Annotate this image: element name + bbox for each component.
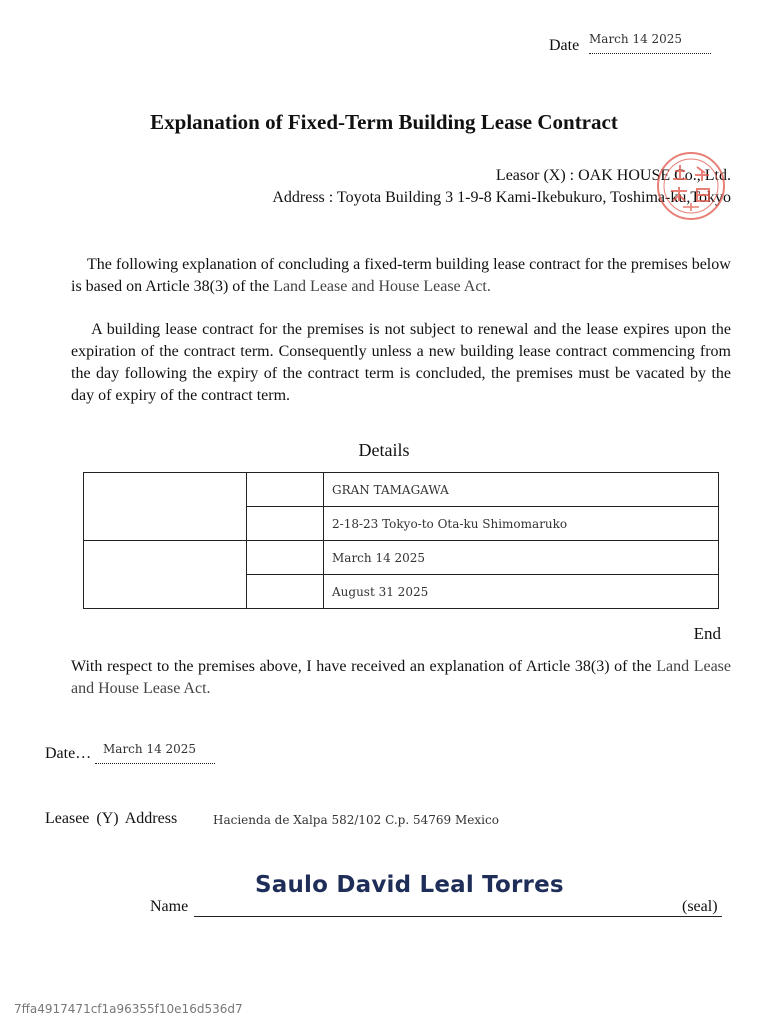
start-date-cell[interactable]: March 14 2025 — [324, 541, 719, 575]
name-signature-line — [194, 916, 722, 917]
details-heading: Details — [358, 440, 410, 460]
start-sub-cell — [247, 541, 324, 575]
table-row — [84, 541, 719, 575]
end-sub-cell — [247, 575, 324, 609]
date-label: Date — [549, 37, 580, 54]
signature[interactable]: Saulo David Leal Torres — [255, 872, 564, 898]
property-name-cell[interactable]: GRAN TAMAGAWA — [324, 473, 719, 507]
document-title: Explanation of Fixed-Term Building Lease Contract — [150, 110, 618, 134]
acknowledgement-text: With respect to the premises above, I have received an explanation of Article 38(3) of the — [71, 658, 652, 675]
explanation-paragraph — [71, 254, 731, 298]
signing-date-field[interactable]: March 14 2025 — [95, 742, 215, 764]
signing-date-label: Date… — [45, 745, 92, 762]
company-seal-icon — [653, 151, 729, 221]
name-label: Name — [150, 898, 189, 915]
property-address-cell[interactable]: 2-18-23 Tokyo-to Ota-ku Shimomaruko — [324, 507, 719, 541]
document-id: 7ffa4917471cf1a96355f10e16d536d7 — [14, 1002, 243, 1016]
address-sub-cell — [247, 507, 324, 541]
leasor-address: Address : Toyota Building 3 1-9-8 Kami-Ikebukuro, Toshima-ku,Tokyo — [272, 189, 731, 206]
premises-label-cell — [84, 473, 247, 541]
name-sub-cell — [247, 473, 324, 507]
act-name: Land Lease and House Lease Act. — [273, 278, 491, 295]
seal-label: (seal) — [682, 898, 718, 915]
leasee-address-field[interactable]: Hacienda de Xalpa 582/102 C.p. 54769 Mexico — [213, 813, 499, 827]
act-name: Land Lease and House Lease Act. — [71, 658, 732, 697]
acknowledgement-paragraph — [71, 656, 731, 700]
non-renewal-text: A building lease contract for the premises is not subject to renewal and the lease expires upon the expiration of the contract term. Consequently unless a new building lease contract commencing from the day following the expiry of the contract term is concluded, the premises must be vacated by the day of expiry of the contract term. — [71, 321, 732, 404]
term-label-cell — [84, 541, 247, 609]
end-label: End — [693, 624, 721, 643]
explanation-text: The following explanation of concluding a fixed-term building lease contract for the premises below is based on Article 38(3) of the — [71, 256, 731, 295]
details-table — [83, 472, 719, 609]
leasee-address-label: Leasee (Y) Address — [45, 810, 178, 827]
non-renewal-paragraph — [71, 319, 731, 407]
date-field[interactable]: March 14 2025 — [589, 32, 711, 54]
end-date-cell[interactable]: August 31 2025 — [324, 575, 719, 609]
table-row — [84, 473, 719, 507]
leasor-name: Leasor (X) : OAK HOUSE Co., Ltd. — [495, 167, 731, 184]
